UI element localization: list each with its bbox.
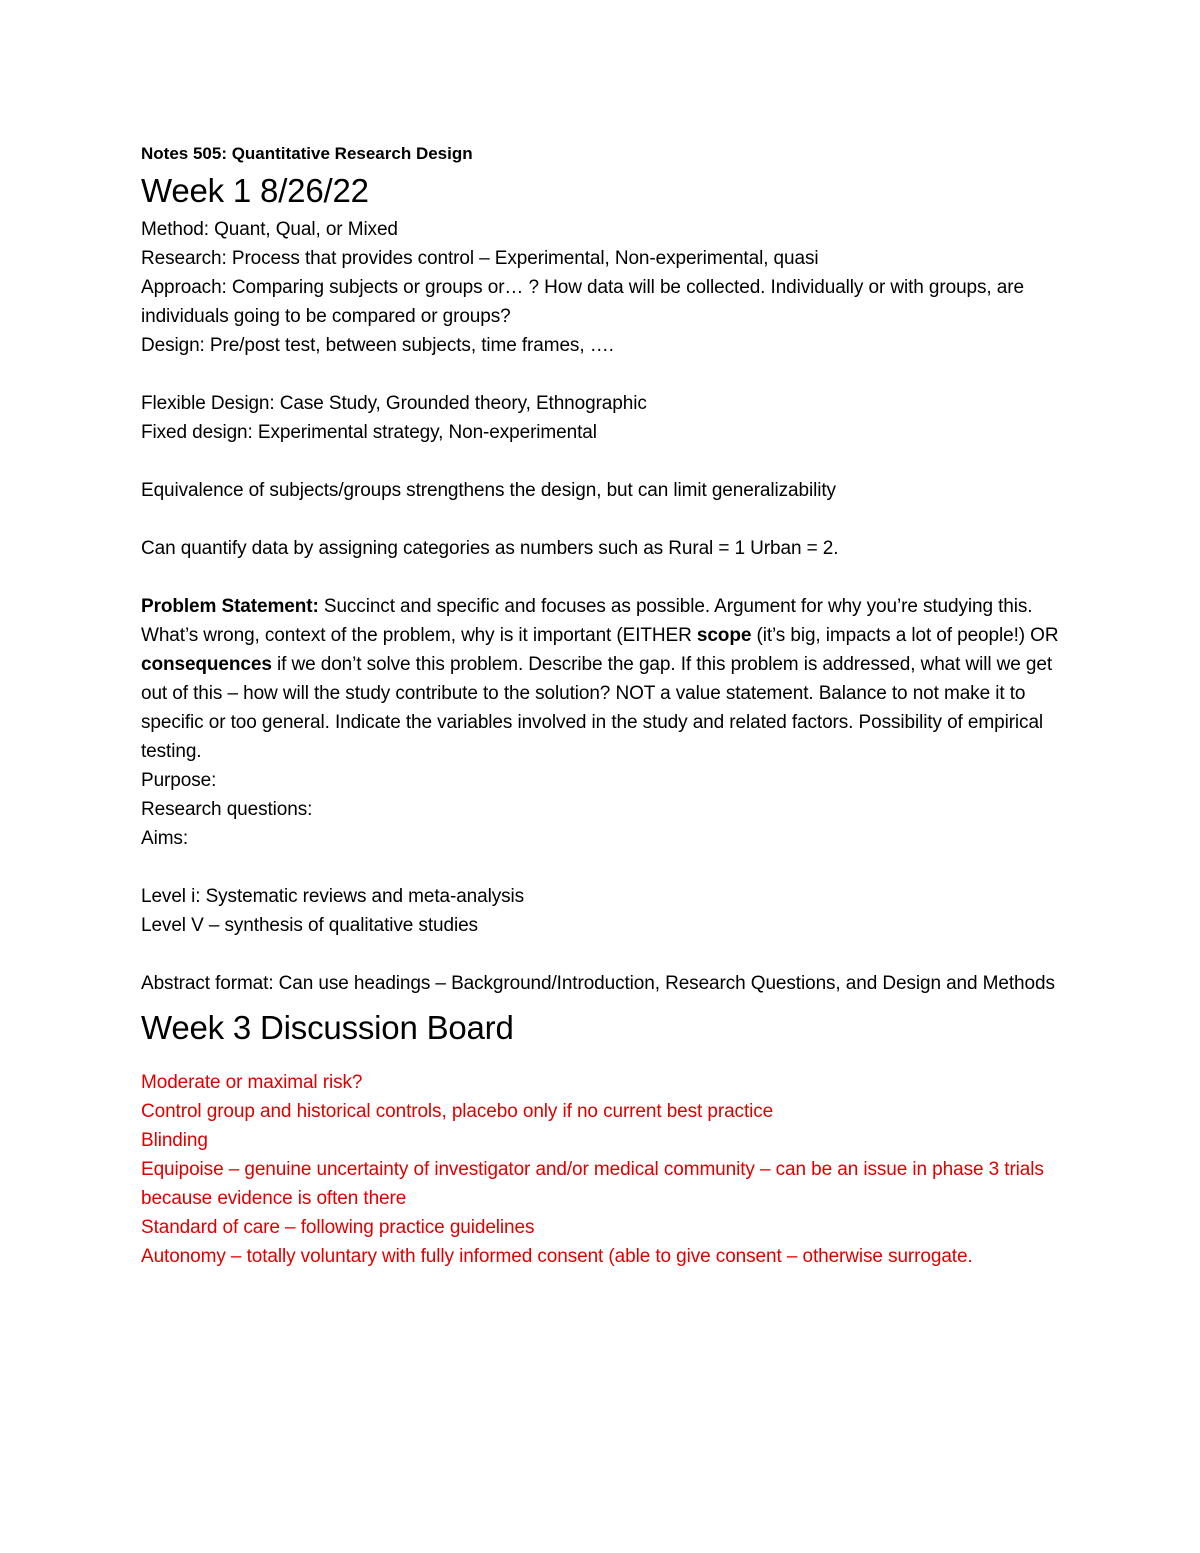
discussion-item-risk: Moderate or maximal risk? [141,1072,363,1093]
spacer [141,505,1061,534]
spacer [141,447,1061,476]
problem-text-part2: (it’s big, impacts a lot of people!) OR [751,625,1059,646]
week1-heading: Week 1 8/26/22 [141,172,369,209]
scope-keyword: scope [696,625,752,646]
equivalence-line: Equivalence of subjects/groups strengthens the design, but can limit generalizability [141,480,836,501]
problem-text-part1: Succinct and specific and focuses as possible. Argument for why you’re studying this. What’s wrong, context of the problem, why is it important (EITHER [141,596,1033,646]
spacer [141,360,1061,389]
discussion-item-standard-of-care: Standard of care – following practice guidelines [141,1217,535,1238]
spacer [141,853,1061,882]
discussion-item-equipoise: Equipoise – genuine uncertainty of investigator and/or medical community – can be an issue in phase 3 trials because evidence is often there [141,1159,1044,1209]
problem-text-part3: if we don’t solve this problem. Describe the gap. If this problem is addressed, what will we get out of this – how will the study contribute to the solution? NOT a value statement. Balance to not make it to specific or too general. Indicate the variables involved in the study and related factors. Possibility of empirical testing. [141,654,1053,762]
week3-heading: Week 3 Discussion Board [141,1009,514,1046]
abstract-format-line: Abstract format: Can use headings – Background/Introduction, Research Questions, and Design and Methods [141,973,1055,994]
approach-line: Approach: Comparing subjects or groups or… ? How data will be collected. Individually or with groups, are individuals going to be compared or groups? [141,277,1024,327]
level-i-line: Level i: Systematic reviews and meta-analysis [141,886,525,907]
level-v-line: Level V – synthesis of qualitative studies [141,915,478,936]
document-page [141,143,1061,1271]
discussion-item-control-group: Control group and historical controls, placebo only if no current best practice [141,1101,774,1122]
method-line: Method: Quant, Qual, or Mixed [141,219,398,240]
problem-statement-label: Problem Statement: [141,596,319,617]
discussion-item-autonomy: Autonomy – totally voluntary with fully informed consent (able to give consent – otherwise surrogate. [141,1246,973,1267]
research-line: Research: Process that provides control – Experimental, Non-experimental, quasi [141,248,819,269]
spacer [141,940,1061,969]
research-questions-line: Research questions: [141,799,313,820]
problem-statement-paragraph [141,592,1061,766]
document-title: Notes 505: Quantitative Research Design [141,144,473,163]
quantify-line: Can quantify data by assigning categories as numbers such as Rural = 1 Urban = 2. [141,538,839,559]
spacer [141,563,1061,592]
design-line: Design: Pre/post test, between subjects, time frames, …. [141,335,614,356]
aims-line: Aims: [141,828,189,849]
consequences-keyword: consequences [141,654,272,675]
discussion-list [141,1068,1061,1271]
fixed-design-line: Fixed design: Experimental strategy, Non-experimental [141,422,597,443]
discussion-item-blinding: Blinding [141,1130,208,1151]
purpose-line: Purpose: [141,770,217,791]
flexible-design-line: Flexible Design: Case Study, Grounded theory, Ethnographic [141,393,647,414]
